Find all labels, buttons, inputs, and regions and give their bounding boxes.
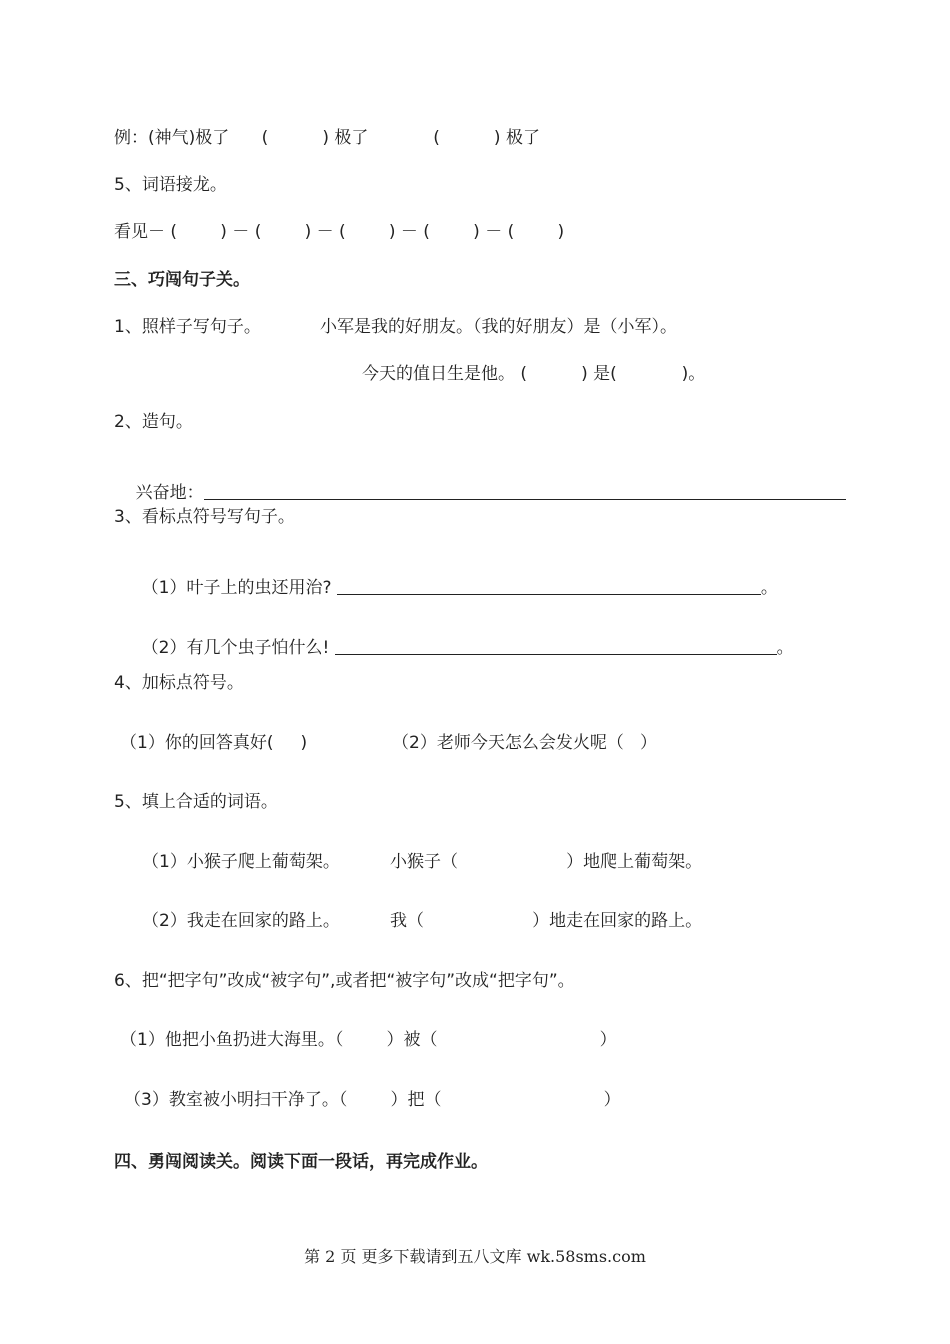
sentence-4-item-1: （1）你的回答真好( ) [120,733,308,753]
sentence-5-item-2-original: （2）我走在回家的路上。 [142,911,340,931]
period-mark: 。 [776,638,794,658]
section-4-title: 四、勇闯阅读关。阅读下面一段话，再完成作业。 [114,1152,488,1172]
sentence-5-item-1-task: 小猴子（ ）地爬上葡萄架。 [390,852,703,872]
example-line: 例：(神气)极了 ( ) 极了 ( ) 极了 [114,128,540,148]
answer-blank[interactable] [204,481,846,500]
sentence-3-item-1-text: （1）叶子上的虫还用治? [141,578,332,598]
answer-blank[interactable] [337,576,761,595]
section-3-title: 三、巧闯句子关。 [114,270,250,290]
question-5-title: 5、词语接龙。 [114,175,227,195]
sentence-5-item-1-original: （1）小猴子爬上葡萄架。 [142,852,340,872]
sentence-6-item-2: （3）教室被小明扫干净了。（ ）把（ ） [124,1090,621,1110]
sentence-3-item-2-text: （2）有几个虫子怕什么! [141,638,330,658]
sentence-4-item-2: （2）老师今天怎么会发火呢（ ） [392,733,658,753]
sentence-6-title: 6、把“把字句”改成“被字句”,或者把“被字句”改成“把字句”。 [114,971,575,991]
period-mark: 。 [760,578,778,598]
answer-blank[interactable] [335,636,777,655]
sentence-1-label: 1、照样子写句子。 [114,317,261,337]
sentence-5-item-2-task: 我（ ）地走在回家的路上。 [390,911,703,931]
sentence-6-item-1: （1）他把小鱼扔进大海里。（ ）被（ ） [120,1030,617,1050]
sentence-4-title: 4、加标点符号。 [114,673,244,693]
sentence-3-title: 3、看标点符号写句子。 [114,507,295,527]
word-chain-line: 看见－ ( ) － ( ) － ( ) － ( ) － ( ) [114,222,565,242]
sentence-5-title: 5、填上合适的词语。 [114,792,278,812]
sentence-2-word-label: 兴奋地： [135,483,204,503]
sentence-2-title: 2、造句。 [114,412,193,432]
sentence-1-task: 今天的值日生是他。 ( ) 是( )。 [362,364,706,384]
sentence-1-example: 小军是我的好朋友。（我的好朋友）是（小军）。 [320,317,677,337]
page-footer: 第 2 页 更多下载请到五八文库 wk.58sms.com [304,1247,646,1266]
